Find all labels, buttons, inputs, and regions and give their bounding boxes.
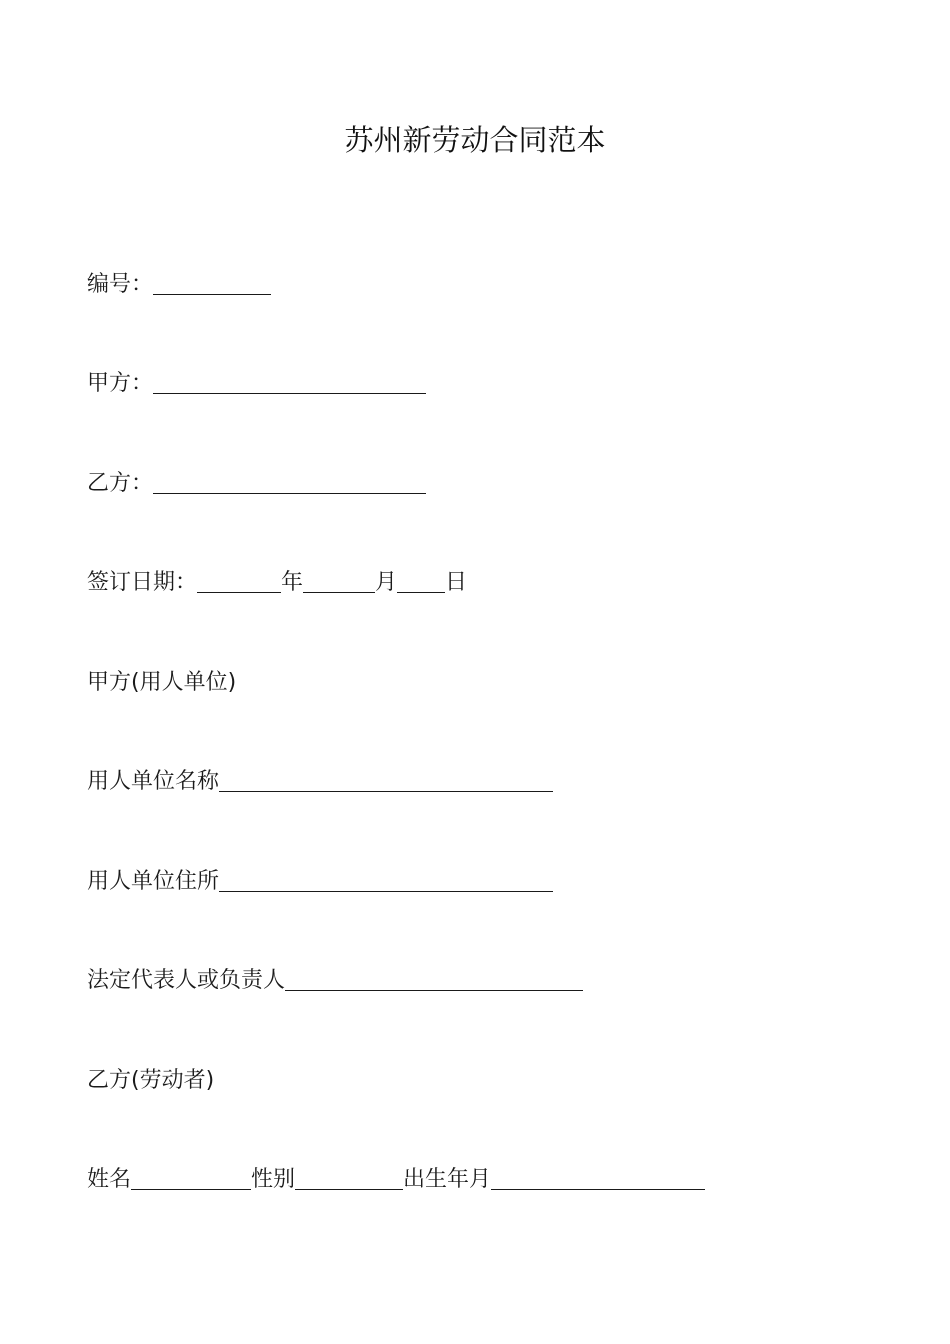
party-a-label: 甲方： bbox=[87, 371, 154, 396]
party-a-row bbox=[87, 369, 426, 399]
month-label: 月 bbox=[375, 570, 398, 595]
employer-address-blank[interactable] bbox=[219, 869, 553, 892]
legal-rep-label: 法定代表人或负责人 bbox=[87, 968, 286, 993]
party-b-blank[interactable] bbox=[153, 471, 426, 494]
party-a-section-heading: 甲方(用人单位) bbox=[87, 670, 237, 695]
worker-info-row bbox=[87, 1165, 705, 1195]
document-title: 苏州新劳动合同范本 bbox=[344, 123, 606, 157]
employer-address-row bbox=[87, 867, 553, 897]
name-blank[interactable] bbox=[131, 1167, 251, 1190]
sign-day-blank[interactable] bbox=[397, 570, 445, 593]
gender-blank[interactable] bbox=[295, 1167, 403, 1190]
legal-rep-row bbox=[87, 966, 583, 996]
party-a-blank[interactable] bbox=[153, 371, 426, 394]
employer-name-label: 用人单位名称 bbox=[87, 769, 220, 794]
birth-blank[interactable] bbox=[491, 1167, 705, 1190]
party-b-section-heading: 乙方(劳动者) bbox=[87, 1068, 215, 1093]
employer-name-row bbox=[87, 767, 553, 797]
employer-name-blank[interactable] bbox=[219, 769, 553, 792]
sign-date-label: 签订日期： bbox=[87, 570, 198, 595]
party-b-label: 乙方： bbox=[87, 471, 154, 496]
contract-number-blank[interactable] bbox=[153, 272, 271, 295]
party-b-row bbox=[87, 469, 426, 499]
sign-date-row bbox=[87, 568, 467, 598]
birth-label: 出生年月 bbox=[403, 1167, 492, 1192]
contract-number-row bbox=[87, 270, 271, 300]
sign-year-blank[interactable] bbox=[197, 570, 281, 593]
contract-number-label: 编号： bbox=[87, 272, 154, 297]
sign-month-blank[interactable] bbox=[303, 570, 375, 593]
gender-label: 性别 bbox=[251, 1167, 296, 1192]
day-label: 日 bbox=[445, 570, 468, 595]
year-label: 年 bbox=[281, 570, 304, 595]
legal-rep-blank[interactable] bbox=[285, 968, 583, 991]
employer-address-label: 用人单位住所 bbox=[87, 869, 220, 894]
name-label: 姓名 bbox=[87, 1167, 132, 1192]
